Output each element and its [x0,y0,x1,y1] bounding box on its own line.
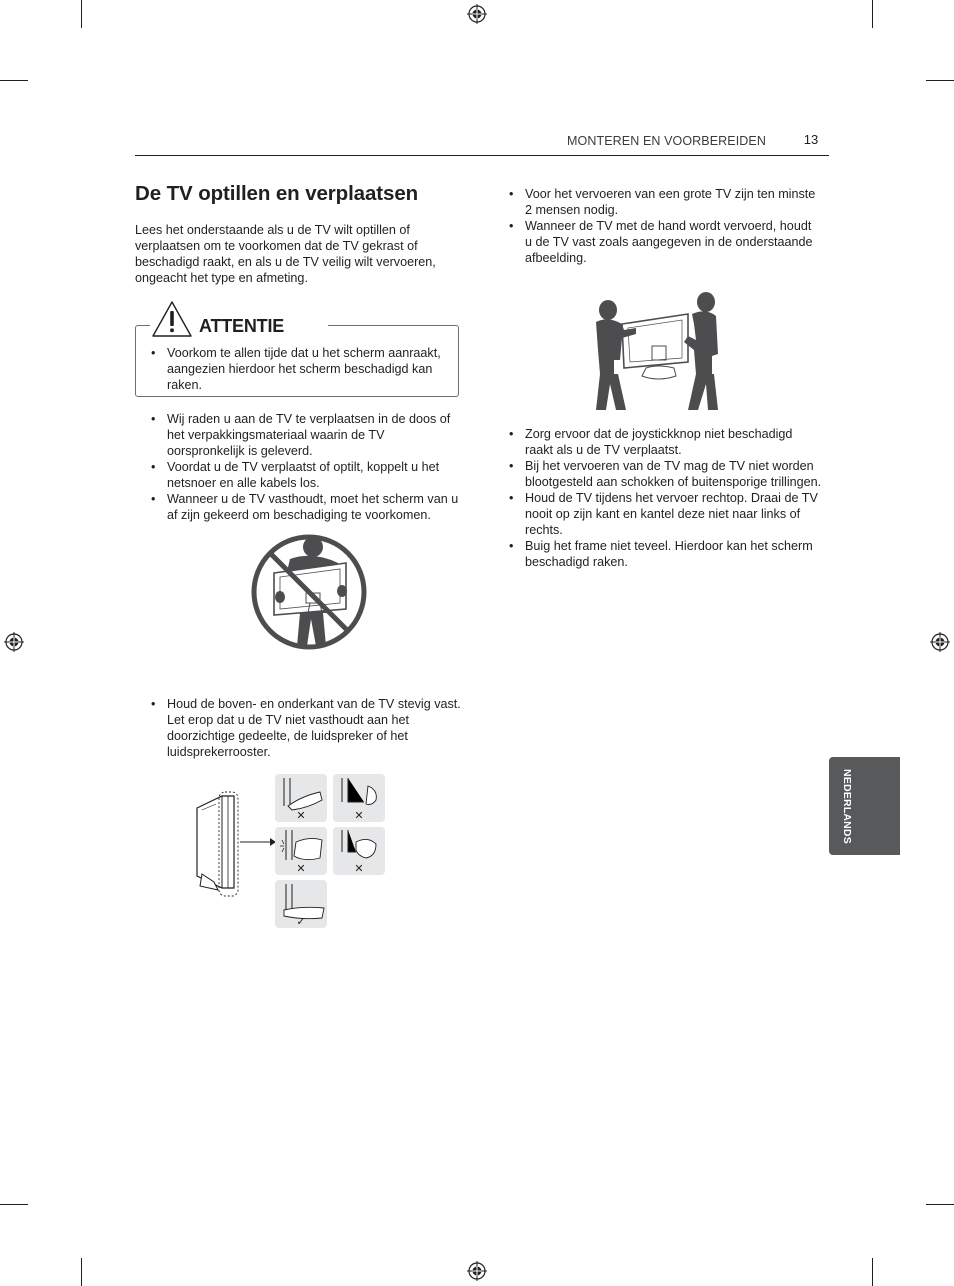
two-person-carry-illustration [592,290,722,412]
crop-mark [0,1204,28,1205]
grip-mark: ✕ [354,809,364,822]
list-item: • Zorg ervoor dat de joystickknop niet beschadigd raakt als u de TV verplaatst. [509,426,823,458]
grip-mark: ✕ [296,809,306,822]
list-item: • Voor het vervoeren van een grote TV zijn ten minste 2 mensen nodig. [509,186,821,218]
crop-mark [0,80,28,81]
page-number: 13 [803,132,819,147]
prohibition-illustration [250,533,368,651]
crop-mark [81,0,82,28]
language-tab-label: NEDERLANDS [841,769,853,844]
page-title: De TV optillen en verplaatsen [135,182,419,205]
crop-mark [872,0,873,28]
list-item: • Bij het vervoeren van de TV mag de TV niet worden blootgesteld aan schokken of buitensporige trillingen. [509,458,823,490]
list-item: • Wanneer de TV met de hand wordt vervoerd, houdt u de TV vast zoals aangegeven in de onderstaande afbeelding. [509,218,821,266]
caution-list [151,345,451,393]
bullet-list [509,186,821,266]
list-item: • Houd de TV tijdens het vervoer rechtop. Draai de TV nooit op zijn kant en kantel deze niet naar links of rechts. [509,490,823,538]
registration-mark-icon [930,632,950,652]
header-rule [135,155,829,156]
warning-triangle-icon [151,300,193,338]
crop-mark [926,80,954,81]
list-item: • Wanneer u de TV vasthoudt, moet het scherm van u af zijn gekeerd om beschadiging te voorkomen. [151,491,463,523]
list-item: • Voordat u de TV verplaatst of optilt, koppelt u het netsnoer en alle kabels los. [151,459,463,491]
language-tab [829,757,900,855]
grip-mark: ✕ [354,862,364,875]
registration-mark-icon [4,632,24,652]
registration-mark-icon [467,4,487,24]
grip-mark: ✕ [296,862,306,875]
list-item: • Houd de boven- en onderkant van de TV stevig vast. Let erop dat u de TV niet vasthoudt aan het doorzichtige gedeelte, de luidspreker of het luidsprekerrooster. [151,696,463,760]
crop-mark [926,1204,954,1205]
section-label: MONTEREN EN VOORBEREIDEN [567,134,766,148]
list-item: • Wij raden u aan de TV te verplaatsen in de doos of het verpakkingsmateriaal waarin de TV oorspronkelijk is geleverd. [151,411,463,459]
bullet-list [151,696,463,760]
intro-paragraph: Lees het onderstaande als u de TV wilt optillen of verplaatsen om te voorkomen dat de TV gekrast of beschadigd raakt, en als u de TV veilig wilt vervoeren, ongeacht het type en afmeting. [135,223,436,285]
tv-grip-illustration [192,770,392,930]
list-item: • Buig het frame niet teveel. Hierdoor kan het scherm beschadigd raken. [509,538,823,570]
caution-title: ATTENTIE [199,316,285,336]
grip-mark: ✓ [296,915,306,928]
registration-mark-icon [467,1261,487,1281]
crop-mark [81,1258,82,1286]
list-item: • Voorkom te allen tijde dat u het scherm aanraakt, aangezien hierdoor het scherm beschadigd kan raken. [151,345,451,393]
crop-mark [872,1258,873,1286]
bullet-list [509,426,823,570]
bullet-list [151,411,463,523]
